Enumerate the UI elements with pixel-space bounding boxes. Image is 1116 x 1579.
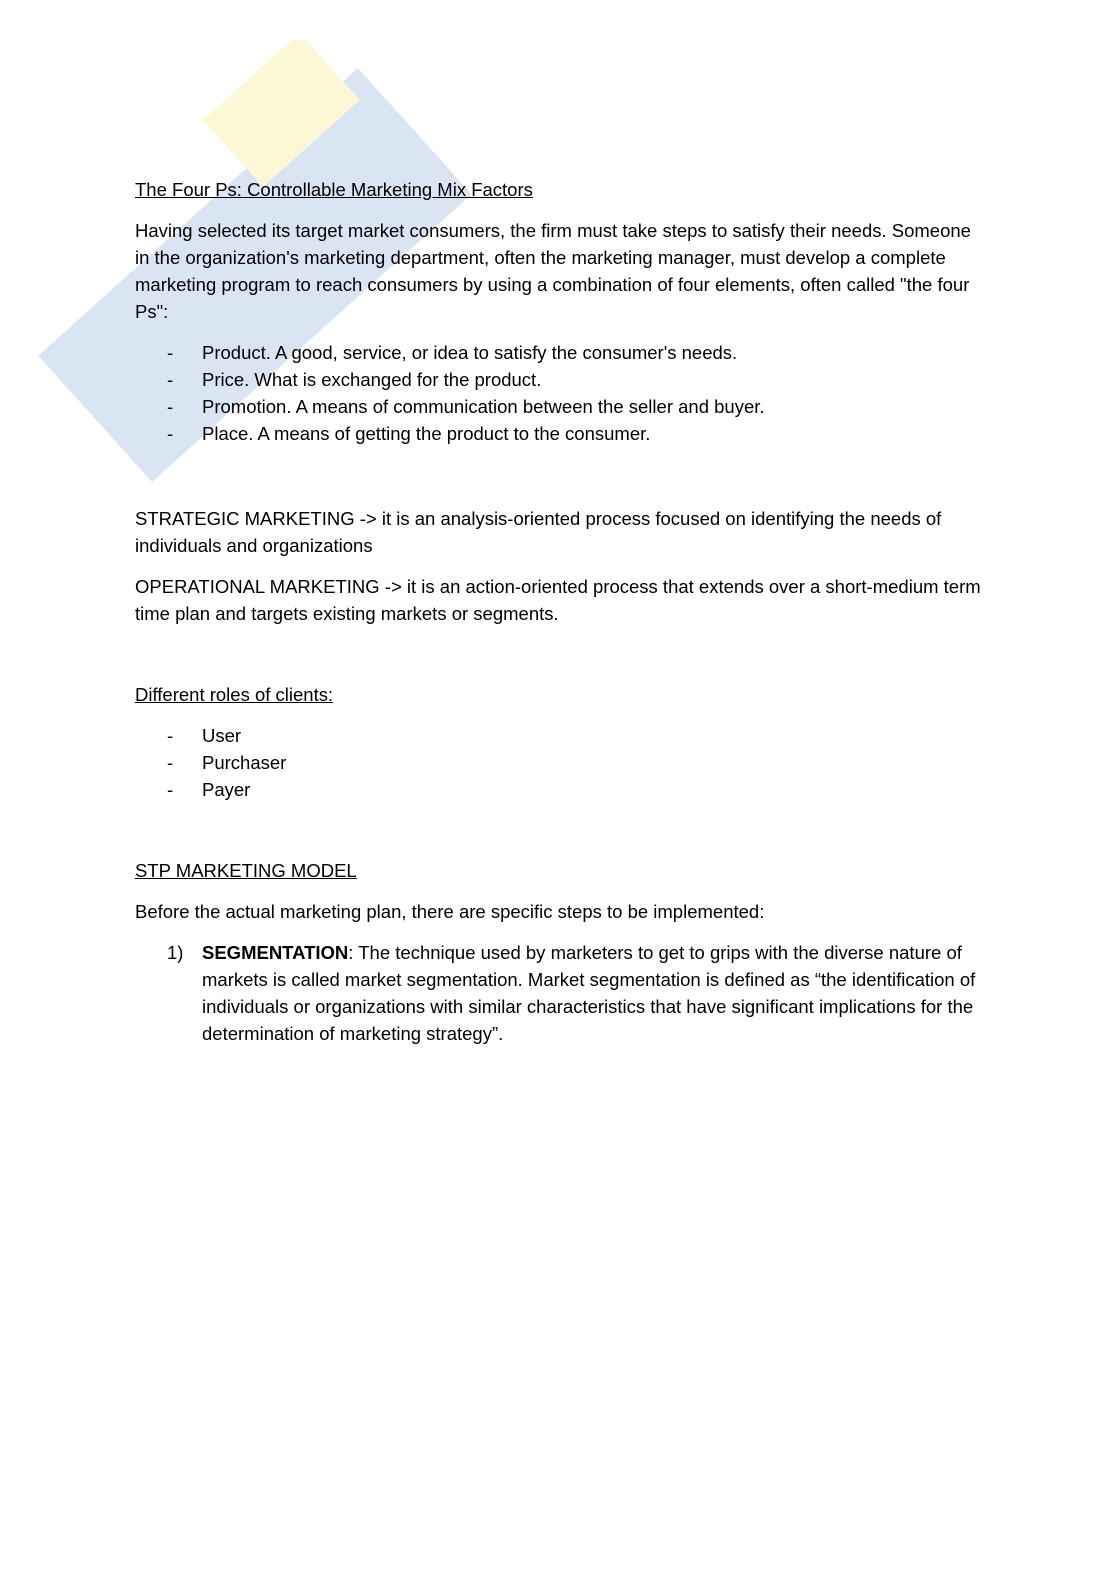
list-item — [135, 393, 985, 420]
stp-steps-list — [135, 939, 985, 1047]
client-roles-heading: Different roles of clients: — [135, 684, 334, 705]
list-item — [135, 722, 985, 749]
list-item — [135, 749, 985, 776]
list-item — [135, 366, 985, 393]
list-dash: - — [167, 725, 174, 746]
list-item-text: Product. A good, service, or idea to satisfy the consumer's needs. — [202, 342, 738, 363]
list-dash: - — [167, 396, 174, 417]
operational-marketing-paragraph: OPERATIONAL MARKETING -> it is an action-oriented process that extends over a short-medium term time plan and targets existing markets or segments. — [135, 576, 981, 624]
step-description: : The technique used by marketers to get to grips with the diverse nature of markets is called market segmentation. Market segmentation is defined as “the identification of individuals or organizations with similar characteristics that have significant implications for the determination of marketing strategy”. — [202, 942, 976, 1044]
list-item-text: Place. A means of getting the product to the consumer. — [202, 423, 651, 444]
list-item — [135, 776, 985, 803]
list-item — [135, 939, 985, 1047]
list-item-text: Purchaser — [202, 752, 287, 773]
four-ps-list — [135, 339, 985, 447]
strategic-marketing-paragraph: STRATEGIC MARKETING -> it is an analysis-oriented process focused on identifying the needs of individuals and organizations — [135, 508, 942, 556]
list-item — [135, 339, 985, 366]
list-item-text: Payer — [202, 779, 251, 800]
step-number: 1) — [167, 942, 184, 963]
list-dash: - — [167, 423, 174, 444]
stp-heading: STP MARKETING MODEL — [135, 860, 357, 881]
stp-intro: Before the actual marketing plan, there are specific steps to be implemented: — [135, 901, 765, 922]
four-ps-intro: Having selected its target market consumers, the firm must take steps to satisfy their needs. Someone in the organization's marketing department, often the marketing manager, must develop a complete marketing program to reach consumers by using a combination of four elements, often called "the four Ps": — [135, 220, 971, 322]
list-dash: - — [167, 342, 174, 363]
list-item — [135, 420, 985, 447]
list-dash: - — [167, 369, 174, 390]
client-roles-list — [135, 722, 985, 803]
step-term: SEGMENTATION — [202, 942, 349, 963]
list-dash: - — [167, 779, 174, 800]
list-item-text: User — [202, 725, 242, 746]
list-item-text: Promotion. A means of communication between the seller and buyer. — [202, 396, 765, 417]
four-ps-heading: The Four Ps: Controllable Marketing Mix Factors — [135, 179, 533, 200]
document-page — [135, 176, 985, 1061]
list-dash: - — [167, 752, 174, 773]
list-item-text: Price. What is exchanged for the product. — [202, 369, 542, 390]
